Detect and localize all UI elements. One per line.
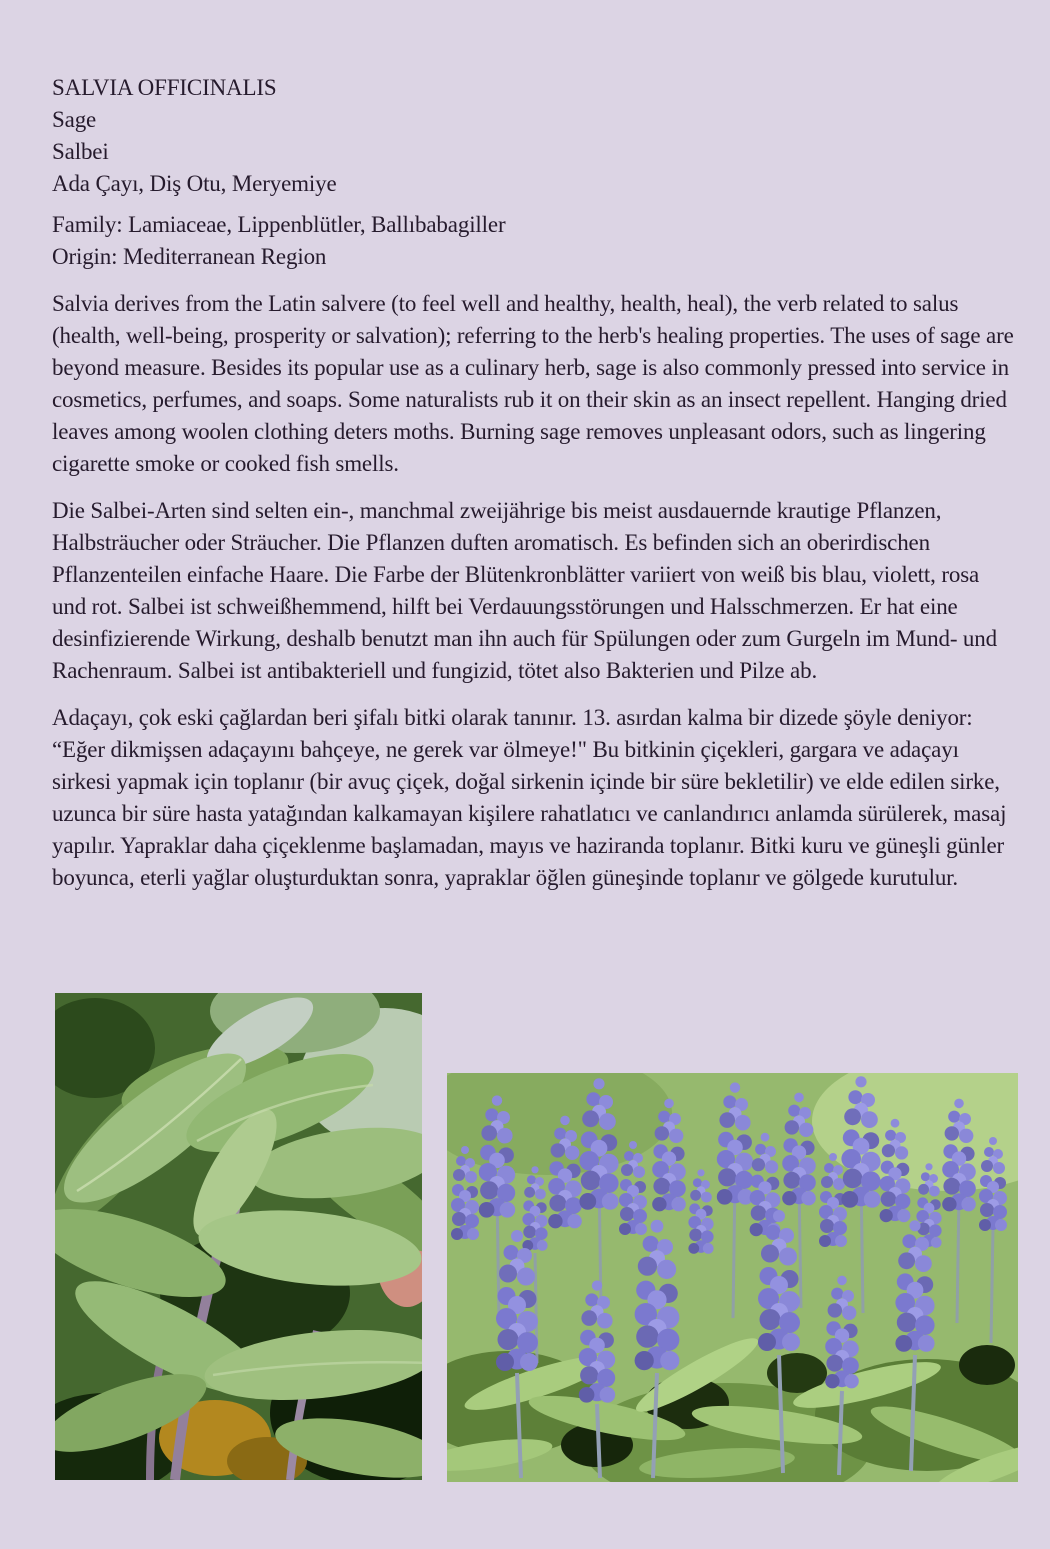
latin-name: SALVIA OFFICINALIS [52, 75, 277, 100]
paragraph-german: Die Salbei-Arten sind selten ein-, manchmal zweijährige bis meist ausdauernde krautige Pflanzen, Halbsträucher oder Sträucher. Die Pflanzen duften aromatisch. Es befinden sich an oberirdischen Pflanzenteilen einfache Haare. Die Farbe der Blütenkronblätter variiert von weiß bis blau, violett, rosa und rot. Salbei ist schweißhemmend, hilft bei Verdauungsstörungen und Halsschmerzen. Er hat eine desinfizierende Wirkung, deshalb benutzt man ihn auch für Spülungen oder zum Gurgeln im Mund- und Rachenraum. Salbei ist antibakteriell und fungizid, tötet also Bakterien und Pilze ab. [52, 498, 997, 683]
english-name: Sage [52, 107, 97, 132]
article-text [52, 72, 1014, 909]
sage-leaves-photo [55, 993, 422, 1480]
origin-line: Origin: Mediterranean Region [52, 244, 327, 269]
plant-name-block [52, 72, 1014, 200]
family-line: Family: Lamiaceae, Lippenblütler, Ballıbabagiller [52, 212, 506, 237]
taxonomy-block [52, 209, 1014, 273]
paragraph-turkish: Adaçayı, çok eski çağlardan beri şifalı bitki olarak tanınır. 13. asırdan kalma bir dizede şöyle deniyor: “Eğer dikmişsen adaçayını bahçeye, ne gerek var ölmeye!" Bu bitkinin çiçekleri, gargara ve adaçayı sirkesi yapmak için toplanır (bir avuç çiçek, doğal sirkenin içinde bir süre bekletilir) ve elde edilen sirke, uzunca bir süre hasta yatağından kalkamayan kişilere rahatlatıcı ve canlandırıcı anlamda sürülerek, masaj yapılır. Yapraklar daha çiçeklenme başlamadan, mayıs ve haziranda toplanır. Bitki kuru ve güneşli günler boyunca, eterli yağlar oluşturduktan sonra, yapraklar öğlen güneşinde toplanır ve gölgede kurutulur. [52, 705, 1007, 890]
salvia-flowers-photo [447, 1073, 1018, 1482]
german-name: Salbei [52, 139, 109, 164]
turkish-names: Ada Çayı, Diş Otu, Meryemiye [52, 171, 337, 196]
paragraph-english: Salvia derives from the Latin salvere (to feel well and healthy, health, heal), the verb related to salus (health, well-being, prosperity or salvation); referring to the herb's healing properties. The uses of sage are beyond measure. Besides its popular use as a culinary herb, sage is also commonly pressed into service in cosmetics, perfumes, and soaps. Some naturalists rub it on their skin as an insect repellent. Hanging dried leaves among woolen clothing deters moths. Burning sage removes unpleasant odors, such as lingering cigarette smoke or cooked fish smells. [52, 291, 1014, 476]
